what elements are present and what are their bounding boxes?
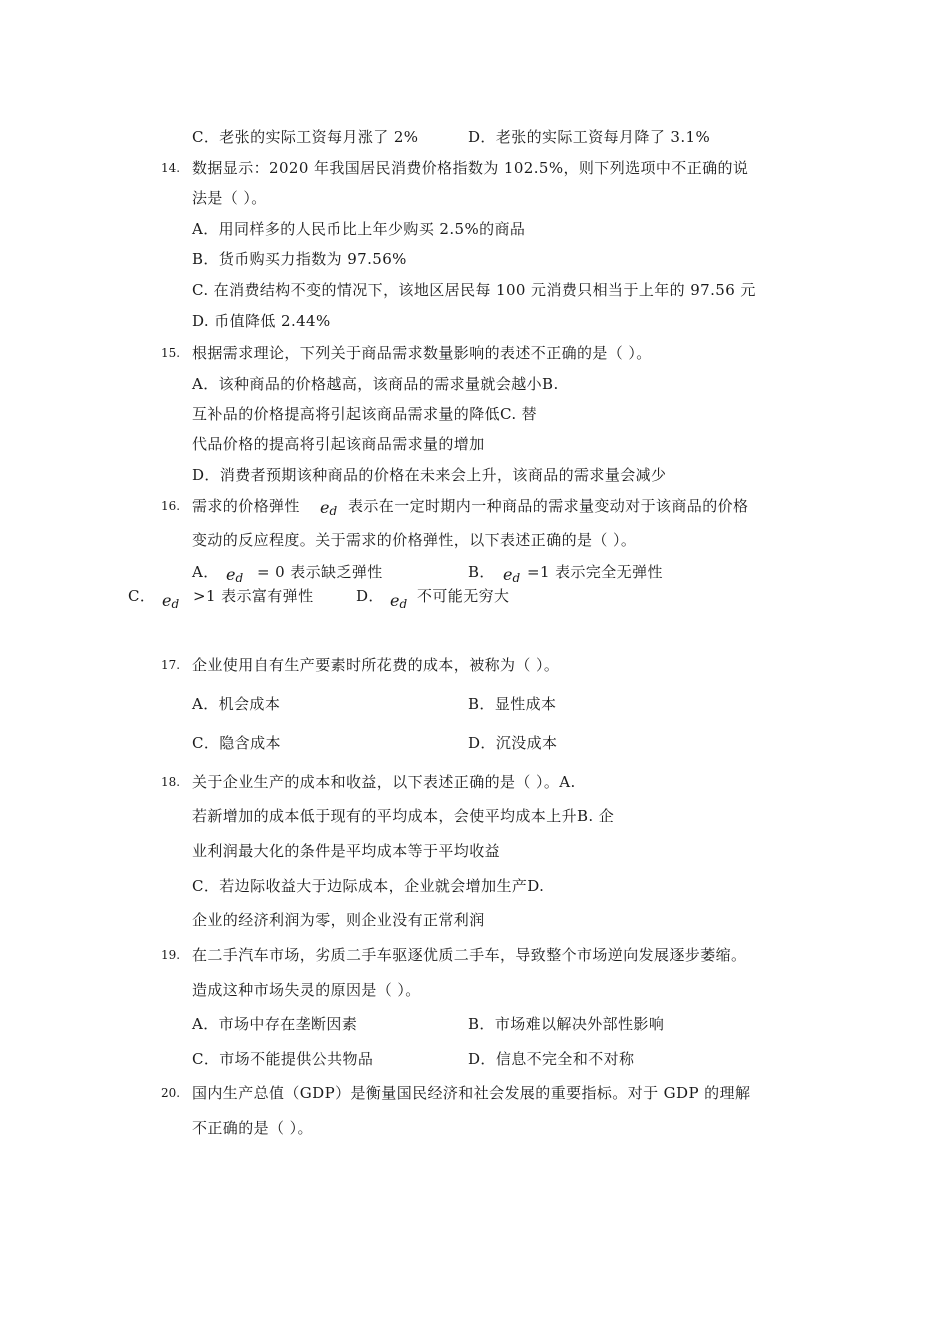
q16-option-b-label: B．: [468, 563, 495, 581]
q15-stem: 根据需求理论，下列关于商品需求数量影响的表述不正确的是（ ）。: [192, 344, 652, 362]
ed-symbol: $e_d$: [162, 591, 180, 611]
q14-option-d: D. 币值降低 2.44%: [192, 312, 331, 330]
q16-option-a-text: = 0 表示缺乏弹性: [257, 563, 383, 581]
ed-symbol: $e_d$: [503, 565, 521, 585]
q13-option-c: C．老张的实际工资每月涨了 2%: [192, 128, 419, 146]
q16-option-c-text: >1 表示富有弹性: [193, 587, 314, 605]
q19-option-b: B．市场难以解决外部性影响: [468, 1015, 665, 1033]
q16-option-c-label: C．: [128, 587, 156, 605]
q19-option-a: A．市场中存在垄断因素: [192, 1015, 358, 1033]
q18-line4: C．若边际收益大于边际成本，企业就会增加生产D.: [192, 877, 545, 895]
q20-stem-line2: 不正确的是（ ）。: [192, 1119, 313, 1137]
q19-number: 19.: [161, 948, 181, 962]
q15-line2: A．该种商品的价格越高，该商品的需求量就会越小B.: [192, 375, 559, 393]
ed-symbol: $e_d$: [390, 591, 408, 611]
q14-number: 14.: [161, 161, 181, 175]
q19-option-d: D．信息不完全和不对称: [468, 1050, 635, 1068]
q17-option-c: C．隐含成本: [192, 734, 281, 752]
q16-option-b-text: =1 表示完全无弹性: [527, 563, 663, 581]
q15-line3: 互补品的价格提高将引起该商品需求量的降低C. 替: [192, 405, 538, 423]
q18-line2: 若新增加的成本低于现有的平均成本，会使平均成本上升B. 企: [192, 807, 615, 825]
ed-symbol: $e_d$: [226, 565, 244, 585]
q16-option-d-label: D．: [356, 587, 384, 605]
q16-option-d-text: 不可能无穷大: [417, 587, 510, 605]
q18-stem: 关于企业生产的成本和收益，以下表述正确的是（ ）。A.: [192, 773, 576, 791]
q17-option-d: D．沉没成本: [468, 734, 558, 752]
q16-number: 16.: [161, 499, 181, 513]
q15-line5: D．消费者预期该种商品的价格在未来会上升，该商品的需求量会减少: [192, 466, 667, 484]
q17-stem: 企业使用自有生产要素时所花费的成本，被称为（ ）。: [192, 656, 560, 674]
q18-line3: 业利润最大化的条件是平均成本等于平均收益: [192, 842, 501, 860]
q17-number: 17.: [161, 658, 181, 672]
q20-number: 20.: [161, 1086, 181, 1100]
q19-stem-line1: 在二手汽车市场，劣质二手车驱逐优质二手车，导致整个市场逆向发展逐步萎缩。: [192, 946, 747, 964]
q13-option-d: D．老张的实际工资每月降了 3.1%: [468, 128, 711, 146]
q15-line4: 代品价格的提高将引起该商品需求量的增加: [192, 435, 485, 453]
q19-stem-line2: 造成这种市场失灵的原因是（ ）。: [192, 981, 421, 999]
q15-number: 15.: [161, 346, 181, 360]
q16-stem-line1b: 表示在一定时期内一种商品的需求量变动对于该商品的价格: [348, 497, 749, 515]
q14-stem-line1: 数据显示：2020 年我国居民消费价格指数为 102.5%，则下列选项中不正确的说: [192, 159, 749, 177]
q18-line5: 企业的经济利润为零，则企业没有正常利润: [192, 911, 485, 929]
q17-option-a: A．机会成本: [192, 695, 281, 713]
q14-stem-line2: 法是（ ）。: [192, 189, 267, 207]
q16-stem-line1a: 需求的价格弹性: [192, 497, 300, 515]
q20-stem-line1: 国内生产总值（GDP）是衡量国民经济和社会发展的重要指标。对于 GDP 的理解: [192, 1084, 751, 1102]
q18-number: 18.: [161, 775, 181, 789]
q16-option-a-label: A．: [192, 563, 219, 581]
q19-option-c: C．市场不能提供公共物品: [192, 1050, 374, 1068]
q16-stem-line2: 变动的反应程度。关于需求的价格弹性，以下表述正确的是（ ）。: [192, 531, 637, 549]
q14-option-a: A．用同样多的人民币比上年少购买 2.5%的商品: [192, 220, 526, 238]
q17-option-b: B．显性成本: [468, 695, 557, 713]
ed-symbol: $e_d$: [320, 498, 338, 518]
q14-option-b: B．货币购买力指数为 97.56%: [192, 250, 407, 268]
q14-option-c: C. 在消费结构不变的情况下，该地区居民每 100 元消费只相当于上年的 97.56 元: [192, 281, 756, 299]
